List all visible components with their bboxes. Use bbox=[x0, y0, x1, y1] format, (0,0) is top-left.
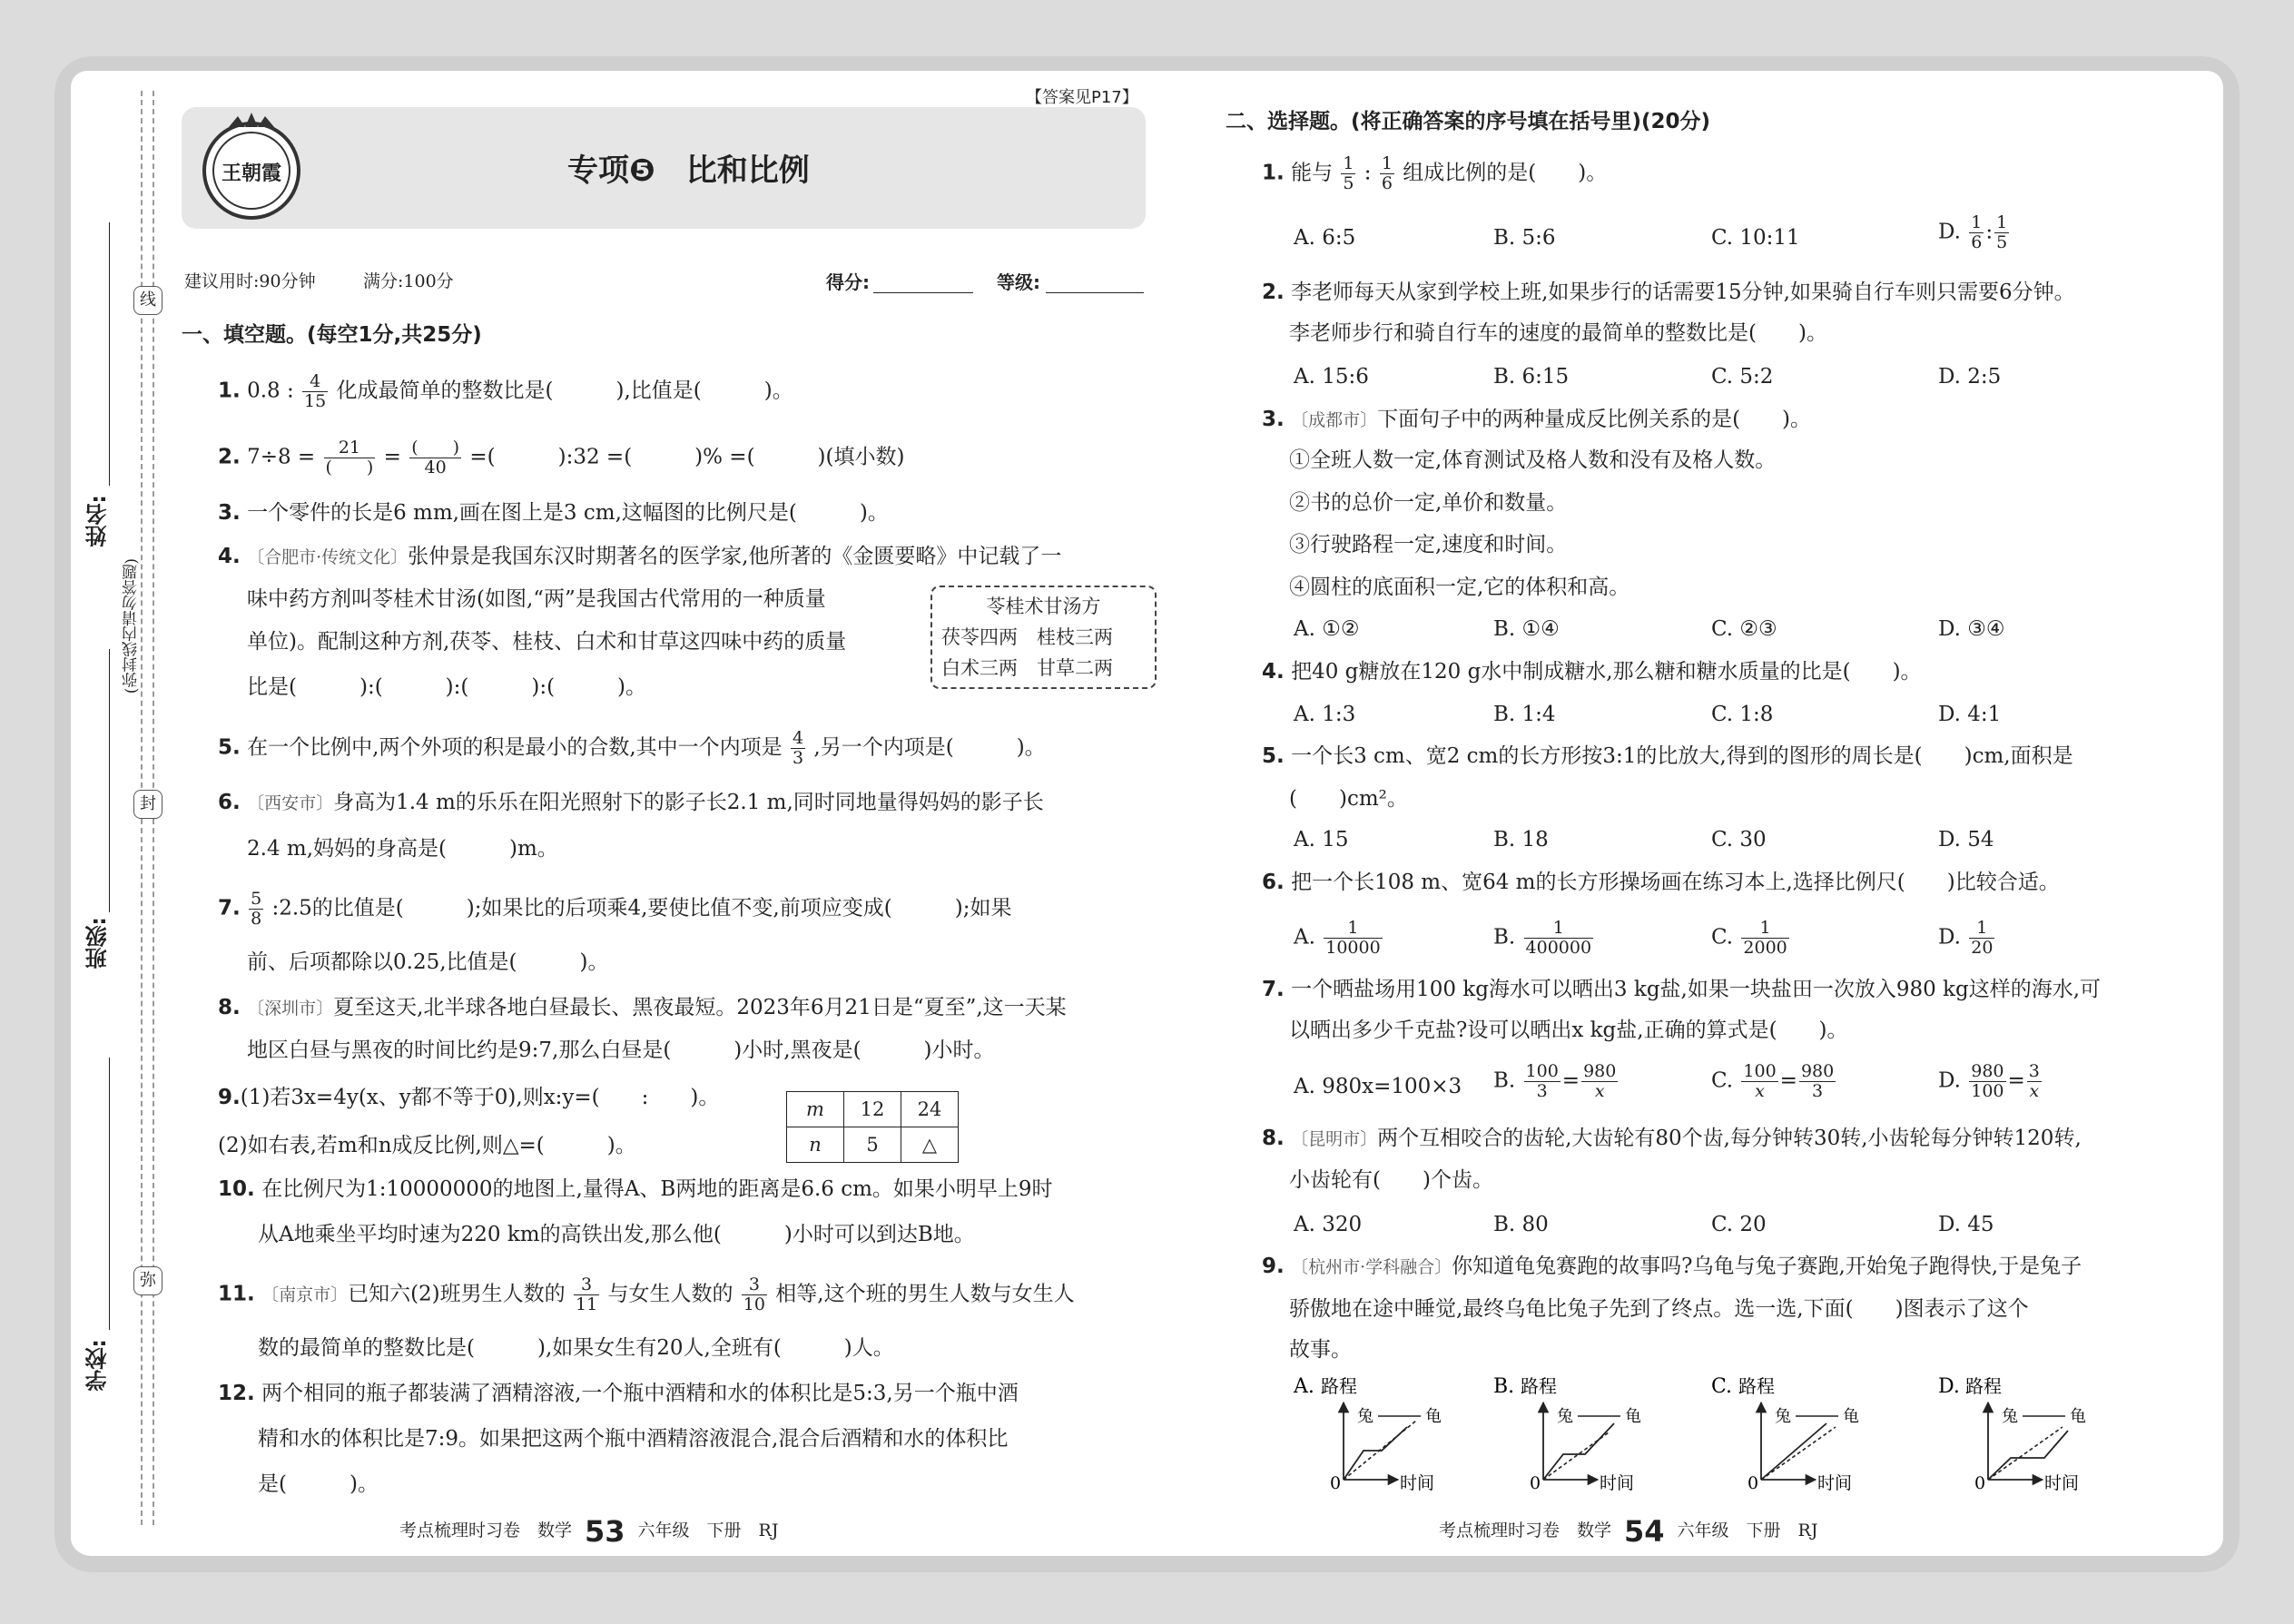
section-multiple-choice: 二、选择题。(将正确答案的序号填在括号里)(20分) bbox=[1226, 110, 1711, 133]
mc2-option-b[interactable]: B. 6:15 bbox=[1493, 365, 1570, 389]
mc-question-6: 6. 把一个长108 m、宽64 m的长方形操场画在练习本上,选择比例尺( )比较合适。 bbox=[1262, 871, 2060, 894]
mc7-option-c[interactable]: C. $\frac{100}{x}$ = $\frac{980}{3}$ bbox=[1711, 1061, 1835, 1101]
question-4-line-2: 味中药方剂叫苓桂术甘汤(如图,“两”是我国古代常用的一种质量 bbox=[247, 587, 826, 611]
graph-c-origin: 0 bbox=[1748, 1473, 1759, 1493]
mc-question-9-line-3: 故事。 bbox=[1289, 1338, 1352, 1362]
recipe-box bbox=[930, 586, 1157, 689]
mc-question-8: 8. 〔昆明市〕两个互相咬合的齿轮,大齿轮有80个齿,每分钟转30转,小齿轮每分钟转120转, bbox=[1262, 1127, 2082, 1150]
mc1-option-a[interactable]: A. 6:5 bbox=[1294, 226, 1356, 250]
logo-text: 王朝霞 bbox=[221, 162, 282, 185]
graph-d-x-label: 时间 bbox=[2044, 1473, 2080, 1493]
question-1: 1. 0.8 : $\frac{4}{15}$ 化成最简单的整数比是( ),比值是( )。 bbox=[218, 371, 793, 411]
section-fill-in: 一、填空题。(每空1分,共25分) bbox=[182, 323, 482, 347]
question-9: 9.(1)若3x=4y(x、y都不等于0),则x:y=( : )。 bbox=[218, 1086, 720, 1109]
question-4: 4. 〔合肥市·传统文化〕张仲景是我国东汉时期著名的医学家,他所著的《金匮要略》中记载了一 bbox=[218, 545, 1062, 568]
graph-option-a[interactable] bbox=[1293, 1375, 1442, 1493]
table-cell: △ bbox=[901, 1127, 959, 1163]
graph-b-rabbit-legend: 兔 bbox=[1557, 1407, 1573, 1426]
score-label: 得分: bbox=[826, 271, 870, 293]
suggested-time: 建议用时:90分钟 bbox=[184, 271, 316, 291]
mc-question-2-line-2: 李老师步行和骑自行车的速度的最简单的整数比是( )。 bbox=[1289, 321, 1827, 345]
graph-b-x-label: 时间 bbox=[1600, 1473, 1635, 1493]
question-9-line-2: (2)如右表,若m和n成反比例,则△=( )。 bbox=[218, 1134, 636, 1157]
graph-d-label: D. bbox=[1938, 1375, 1960, 1398]
mc3-statement-3: ③行驶路程一定,速度和时间。 bbox=[1289, 533, 1568, 556]
binding-mark-mi: 弥 bbox=[133, 1266, 162, 1295]
mc-question-9-line-2: 骄傲地在途中睡觉,最终乌龟比兔子先到了终点。选一选,下面( )图表示了这个 bbox=[1289, 1297, 2029, 1321]
graph-option-c[interactable] bbox=[1711, 1375, 1859, 1493]
mc-question-7-line-2: 以晒出多少千克盐?设可以晒出x kg盐,正确的算式是( )。 bbox=[1289, 1019, 1848, 1042]
full-score: 满分:100分 bbox=[363, 271, 454, 291]
mc8-option-b[interactable]: B. 80 bbox=[1493, 1213, 1549, 1236]
mc-question-5-line-2: ( )cm²。 bbox=[1289, 787, 1408, 811]
mc3-option-b[interactable]: B. ①④ bbox=[1493, 617, 1560, 641]
mc7-option-b[interactable]: B. $\frac{100}{3}$ = $\frac{980}{x}$ bbox=[1493, 1061, 1617, 1101]
story-graphs bbox=[1280, 1371, 2206, 1502]
graph-a-turtle-legend: 龟 bbox=[1425, 1407, 1442, 1426]
question-4-line-4: 比是( ):( ):( ):( )。 bbox=[247, 675, 647, 699]
graph-c-rabbit-legend: 兔 bbox=[1775, 1407, 1791, 1426]
recipe-line-2: 白术三两 甘草二两 bbox=[941, 657, 1113, 679]
mc1-option-b[interactable]: B. 5:6 bbox=[1493, 226, 1556, 250]
graph-d-turtle-legend: 龟 bbox=[2070, 1407, 2086, 1426]
recipe-title: 苓桂术甘汤方 bbox=[986, 595, 1101, 617]
recipe-line-1: 茯苓四两 桂枝三两 bbox=[941, 626, 1113, 648]
binding-note: (弥封线内请勿答题) bbox=[123, 558, 141, 694]
table-cell: 12 bbox=[844, 1092, 901, 1127]
grade-label: 等级: bbox=[997, 271, 1040, 293]
graph-d-rabbit-legend: 兔 bbox=[2002, 1407, 2018, 1426]
name-field[interactable] bbox=[109, 222, 110, 486]
graph-option-b[interactable] bbox=[1493, 1375, 1641, 1493]
mc3-statement-4: ④圆柱的底面积一定,它的体积和高。 bbox=[1289, 576, 1630, 599]
school-label: 学校: bbox=[85, 1339, 111, 1392]
graph-a-y-label: 路程 bbox=[1321, 1375, 1357, 1397]
mc7-option-d[interactable]: D. $\frac{980}{100}$ = $\frac{3}{x}$ bbox=[1938, 1061, 2040, 1101]
mc5-option-a[interactable]: A. 15 bbox=[1294, 828, 1349, 851]
question-2: 2. 7÷8 = $\frac{21}{( )}$ = $\frac{( )}{40}$ =( ):32 =( )% =( )(填小数) bbox=[218, 438, 905, 477]
mc5-option-b[interactable]: B. 18 bbox=[1493, 828, 1549, 851]
mc-question-2: 2. 李老师每天从家到学校上班,如果步行的话需要15分钟,如果骑自行车则只需要6分钟。 bbox=[1262, 281, 2075, 304]
school-field[interactable] bbox=[109, 1058, 110, 1330]
mn-table bbox=[786, 1091, 959, 1163]
graph-c-turtle-legend: 龟 bbox=[1843, 1407, 1859, 1426]
question-12-line-2: 精和水的体积比是7:9。如果把这两个瓶中酒精溶液混合,混合后酒精和水的体积比 bbox=[258, 1427, 1009, 1451]
graph-a-label: A. bbox=[1294, 1375, 1314, 1398]
table-cell: n bbox=[787, 1127, 844, 1163]
mc8-option-c[interactable]: C. 20 bbox=[1711, 1213, 1767, 1236]
question-7: 7. $\frac{5}{8}$ :2.5的比值是( );如果比的后项乘4,要使比值不变,前项应变成( );如果 bbox=[218, 889, 1012, 929]
footer-right: 考点梳理时习卷 数学 54 六年级 下册 RJ bbox=[1439, 1514, 1818, 1549]
mc-question-4: 4. 把40 g糖放在120 g水中制成糖水,那么糖和糖水质量的比是( )。 bbox=[1262, 660, 1922, 684]
mc3-statement-1: ①全班人数一定,体育测试及格人数和没有及格人数。 bbox=[1289, 448, 1777, 472]
mc-question-3: 3. 〔成都市〕下面句子中的两种量成反比例关系的是( )。 bbox=[1262, 408, 1812, 431]
graph-option-d[interactable] bbox=[1938, 1375, 2086, 1493]
mc-question-1: 1. 能与 $\frac{1}{5}$ : $\frac{1}{6}$ 组成比例的是( )。 bbox=[1262, 153, 1608, 193]
mc7-option-a[interactable]: A. 980x=100×3 bbox=[1294, 1075, 1462, 1098]
graph-d-origin: 0 bbox=[1974, 1473, 1986, 1493]
question-10: 10. 在比例尺为1:10000000的地图上,量得A、B两地的距离是6.6 cm。如果小明早上9时 bbox=[218, 1177, 1053, 1201]
score-field[interactable] bbox=[873, 292, 973, 293]
footer-left: 考点梳理时习卷 数学 53 六年级 下册 RJ bbox=[399, 1514, 779, 1549]
table-cell: 24 bbox=[901, 1092, 959, 1127]
answer-reference: 【答案见P17】 bbox=[1026, 88, 1138, 107]
graph-b-turtle-legend: 龟 bbox=[1625, 1407, 1641, 1426]
page-number: 53 bbox=[585, 1514, 625, 1549]
mc4-option-c[interactable]: C. 1:8 bbox=[1711, 703, 1774, 726]
mc2-option-c[interactable]: C. 5:2 bbox=[1711, 365, 1774, 389]
question-11: 11. 〔南京市〕已知六(2)班男生人数的 $\frac{3}{11}$ 与女生人数的 $\frac{3}{10}$ 相等,这个班的男生人数与女生人 bbox=[218, 1275, 1075, 1314]
graph-c-label: C. bbox=[1711, 1375, 1733, 1398]
graph-d-y-label: 路程 bbox=[1965, 1375, 2002, 1397]
table-cell: 5 bbox=[844, 1127, 901, 1163]
mc4-option-a[interactable]: A. 1:3 bbox=[1294, 703, 1356, 726]
brand-logo bbox=[192, 107, 310, 229]
graph-b-y-label: 路程 bbox=[1521, 1375, 1557, 1397]
mc4-option-d[interactable]: D. 4:1 bbox=[1938, 703, 2002, 726]
table-cell: m bbox=[787, 1092, 844, 1127]
question-10-line-2: 从A地乘坐平均时速为220 km的高铁出发,那么他( )小时可以到达B地。 bbox=[258, 1223, 975, 1246]
class-label: 班级: bbox=[85, 917, 111, 969]
graph-a-x-label: 时间 bbox=[1400, 1473, 1435, 1493]
question-7-line-2: 前、后项都除以0.25,比值是( )。 bbox=[247, 950, 609, 974]
mc3-option-d[interactable]: D. ③④ bbox=[1938, 617, 2005, 641]
mc3-option-a[interactable]: A. ①② bbox=[1294, 617, 1360, 641]
question-12: 12. 两个相同的瓶子都装满了酒精溶液,一个瓶中酒精和水的体积比是5:3,另一个瓶中酒 bbox=[218, 1382, 1019, 1405]
binding-mark-feng: 封 bbox=[133, 790, 162, 819]
page-title: 专项❺ 比和比例 bbox=[567, 153, 810, 189]
question-12-line-3: 是( )。 bbox=[258, 1472, 379, 1496]
mc5-option-c[interactable]: C. 30 bbox=[1711, 828, 1767, 851]
mc-question-8-line-2: 小齿轮有( )个齿。 bbox=[1289, 1168, 1493, 1192]
mc6-option-a[interactable]: A. $\frac{1}{10000}$ bbox=[1294, 918, 1381, 958]
graph-b-origin: 0 bbox=[1530, 1473, 1541, 1493]
mc1-option-d[interactable]: D. $\frac{1}{6}$ : $\frac{1}{5}$ bbox=[1938, 212, 2008, 252]
mc1-option-c[interactable]: C. 10:11 bbox=[1711, 226, 1800, 250]
graph-a-origin: 0 bbox=[1330, 1473, 1342, 1493]
mc3-option-c[interactable]: C. ②③ bbox=[1711, 617, 1777, 641]
mc6-option-d[interactable]: D. $\frac{1}{20}$ bbox=[1938, 918, 1994, 958]
class-field[interactable] bbox=[109, 649, 110, 912]
name-label: 姓名: bbox=[85, 495, 111, 547]
grade-field[interactable] bbox=[1046, 292, 1144, 293]
question-3: 3. 一个零件的长是6 mm,画在图上是3 cm,这幅图的比例尺是( )。 bbox=[218, 501, 889, 525]
graph-b-label: B. bbox=[1493, 1375, 1515, 1398]
graph-c-y-label: 路程 bbox=[1738, 1375, 1775, 1397]
question-11-line-2: 数的最简单的整数比是( ),如果女生有20人,全班有( )人。 bbox=[258, 1336, 894, 1360]
page-number: 54 bbox=[1624, 1514, 1665, 1549]
mc6-option-c[interactable]: C. $\frac{1}{2000}$ bbox=[1711, 918, 1787, 958]
question-8: 8. 〔深圳市〕夏至这天,北半球各地白昼最长、黑夜最短。2023年6月21日是“夏至”,这一天某 bbox=[218, 996, 1067, 1019]
mc5-option-d[interactable]: D. 54 bbox=[1938, 828, 1994, 851]
mc3-statement-2: ②书的总价一定,单价和数量。 bbox=[1289, 491, 1568, 515]
mc4-option-b[interactable]: B. 1:4 bbox=[1493, 703, 1556, 726]
graph-c-x-label: 时间 bbox=[1817, 1473, 1853, 1493]
mc-question-7: 7. 一个晒盐场用100 kg海水可以晒出3 kg盐,如果一块盐田一次放入980 kg这样的海水,可 bbox=[1262, 978, 2102, 1001]
mc-question-5: 5. 一个长3 cm、宽2 cm的长方形按3:1的比放大,得到的图形的周长是( )cm,面积是 bbox=[1262, 744, 2073, 768]
mc2-option-d[interactable]: D. 2:5 bbox=[1938, 365, 2002, 389]
question-5: 5. 在一个比例中,两个外项的积是最小的合数,其中一个内项是 $\frac{4}{3}$ ,另一个内项是( )。 bbox=[218, 728, 1046, 768]
mc8-option-d[interactable]: D. 45 bbox=[1938, 1213, 1994, 1236]
mc6-option-b[interactable]: B. $\frac{1}{400000}$ bbox=[1493, 918, 1592, 958]
graph-a-rabbit-legend: 兔 bbox=[1357, 1407, 1373, 1426]
mc2-option-a[interactable]: A. 15:6 bbox=[1294, 365, 1369, 389]
question-6-line-2: 2.4 m,妈妈的身高是( )m。 bbox=[247, 837, 558, 861]
mc-question-9: 9. 〔杭州市·学科融合〕你知道龟兔赛跑的故事吗?乌龟与兔子赛跑,开始兔子跑得快,于是兔子 bbox=[1262, 1255, 2082, 1278]
binding-mark-xian: 线 bbox=[133, 286, 162, 315]
question-6: 6. 〔西安市〕身高为1.4 m的乐乐在阳光照射下的影子长2.1 m,同时同地量得妈妈的影子长 bbox=[218, 791, 1044, 814]
question-4-line-3: 单位)。配制这种方剂,茯苓、桂枝、白术和甘草这四味中药的质量 bbox=[247, 630, 847, 654]
mc8-option-a[interactable]: A. 320 bbox=[1294, 1213, 1363, 1236]
question-8-line-2: 地区白昼与黑夜的时间比约是9:7,那么白昼是( )小时,黑夜是( )小时。 bbox=[247, 1038, 995, 1062]
